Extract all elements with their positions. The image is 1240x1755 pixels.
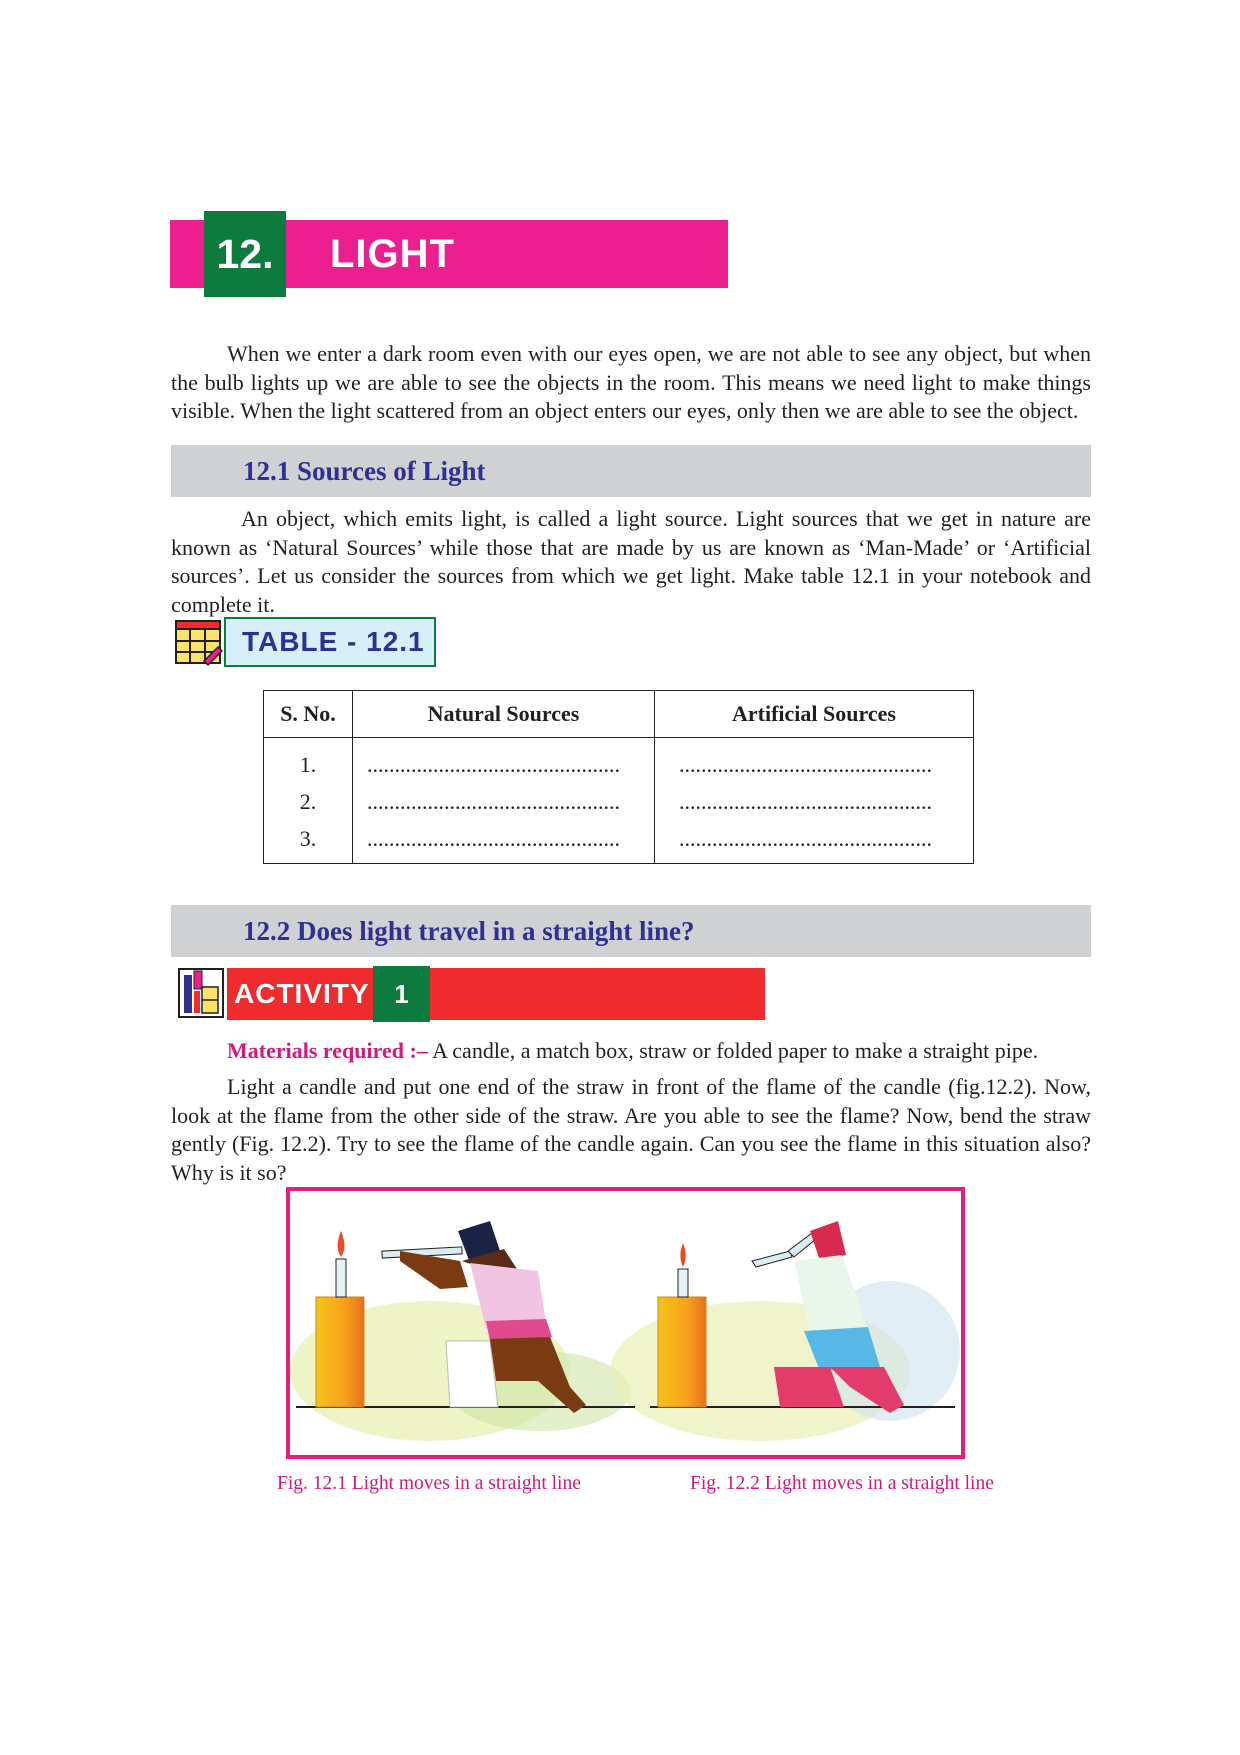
serial-number: 1. — [299, 752, 317, 777]
section-paragraph: An object, which emits light, is called a light source. Light sources that we get in nature are known as ‘Natural Sources’ while those that are made by us are known as ‘Man-Made’ or ‘Artificial sources’. Let us consider the sources from which we get light. Make table 12.1 in your notebook and complete it. — [171, 506, 1091, 617]
column-header: Natural Sources — [353, 691, 655, 738]
section-title: 12.2 Does light travel in a straight line? — [243, 916, 695, 946]
blank-line: .............................................. — [367, 789, 620, 814]
serial-number: 2. — [299, 789, 317, 814]
activity-number: 1 — [373, 966, 430, 1022]
column-header: S. No. — [264, 691, 353, 738]
blank-line: .............................................. — [679, 826, 932, 851]
table-header-row — [264, 691, 974, 738]
activity-icon — [176, 967, 226, 1019]
table-label-text: TABLE - 12.1 — [242, 626, 425, 657]
table-icon — [174, 617, 224, 667]
table-label — [224, 617, 436, 667]
materials-label: Materials required :– — [227, 1038, 428, 1063]
activity-label: ACTIVITY — [234, 978, 370, 1009]
activity-paragraph: Light a candle and put one end of the straw in front of the flame of the candle (fig.12.2). Now, look at the flame from the other side of the straw. Are you able to see the flame? Now, bend the straw gently (Fig. 12.2). Try to see the flame of the candle again. Can you see the flame in this situation also? Why is it so? — [171, 1074, 1091, 1185]
table-row — [264, 738, 974, 864]
sources-table — [263, 690, 974, 864]
chapter-title: LIGHT — [330, 232, 455, 276]
chapter-number: 12. — [204, 211, 286, 297]
section-heading-bar — [171, 445, 1091, 497]
blank-line: .............................................. — [679, 789, 932, 814]
blank-line: .............................................. — [367, 752, 620, 777]
candle-straw-illustration — [286, 1187, 965, 1459]
figure-caption: Fig. 12.2 Light moves in a straight line — [690, 1473, 994, 1494]
section-title: 12.1 Sources of Light — [243, 456, 486, 486]
intro-paragraph: When we enter a dark room even with our eyes open, we are not able to see any object, but when the bulb lights up we are able to see the objects in the room. This means we need light to make things visible. When the light scattered from an object enters our eyes, only then we are able to see the object. — [171, 341, 1091, 423]
figure-caption: Fig. 12.1 Light moves in a straight line — [277, 1473, 581, 1494]
illustration-drawing — [290, 1191, 961, 1455]
blank-line: .............................................. — [679, 752, 932, 777]
blank-line: .............................................. — [367, 826, 620, 851]
section-heading-bar — [171, 905, 1091, 957]
serial-number: 3. — [299, 826, 317, 851]
materials-text: A candle, a match box, straw or folded paper to make a straight pipe. — [427, 1038, 1039, 1063]
column-header: Artificial Sources — [655, 691, 974, 738]
table-cell — [264, 738, 353, 864]
table-cell — [655, 738, 974, 864]
materials-line — [171, 1037, 1091, 1066]
table-cell — [353, 738, 655, 864]
